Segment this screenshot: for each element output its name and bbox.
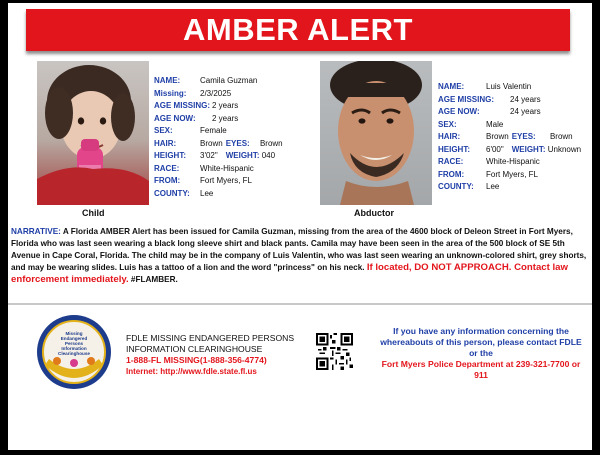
child-age-missing-row: AGE MISSING: 2 years (154, 101, 239, 110)
banner-title: AMBER ALERT (183, 12, 413, 47)
abductor-name-row: NAME: Luis Valentin (438, 82, 532, 91)
qr-code (316, 333, 353, 370)
abductor-info (438, 81, 581, 194)
seal-text-2: Endangered (60, 336, 88, 341)
abductor-race-row: RACE: White-Hispanic (438, 157, 540, 166)
alert-banner (26, 9, 570, 51)
abductor-height-weight-row: HEIGHT: 6'00" WEIGHT: Unknown (438, 144, 582, 154)
warning-text: If located, DO NOT APPROACH. Contact law enforcement immediately. (11, 262, 568, 285)
child-sex-row: SEX: Female (154, 126, 227, 135)
child-photo (37, 61, 149, 205)
contact-agency: Fort Myers Police Department at 239-321-7700 or 911 (381, 359, 581, 380)
seal-text-5: Clearinghouse (58, 351, 90, 356)
clearinghouse-seal (35, 313, 113, 391)
child-caption: Child (82, 208, 105, 218)
contact-or: or the (469, 348, 493, 358)
contact-info (376, 326, 586, 381)
child-age-now-row: AGE NOW: 2 years (154, 113, 239, 123)
child-from-row: FROM: Fort Myers, FL (154, 176, 253, 185)
child-race-row: RACE: White-Hispanic (154, 163, 254, 173)
abductor-sex-row: SEX: Male (438, 119, 504, 129)
hashtag: #FLAMBER. (128, 275, 178, 284)
child-height-weight-row: HEIGHT: 3'02" WEIGHT: 040 (154, 151, 276, 160)
abductor-age-missing-row: AGE MISSING: 24 years (438, 94, 541, 104)
seal-text-1: Missing (65, 331, 83, 336)
child-photo-illustration (37, 61, 149, 205)
narrative-label: NARRATIVE: (11, 227, 61, 236)
abductor-from-row: FROM: Fort Myers, FL (438, 169, 539, 179)
child-missing-row: Missing: 2/3/2025 (154, 88, 232, 98)
clearinghouse-line2: INFORMATION CLEARINGHOUSE (126, 344, 263, 354)
abductor-caption: Abductor (354, 208, 394, 218)
contact-line: If you have any information concerning the whereabouts of this person, please contact FDLE (380, 326, 582, 347)
clearinghouse-phone: 1-888-FL MISSING(1-888-356-4774) (126, 355, 267, 365)
narrative (11, 226, 589, 286)
clearinghouse-info (126, 333, 294, 377)
footer-divider (8, 303, 592, 305)
abductor-hair-eyes-row: HAIR: Brown EYES: Brown (438, 132, 573, 141)
child-hair-eyes-row: HAIR: Brown EYES: Brown (154, 138, 283, 148)
abductor-photo-illustration (320, 61, 432, 205)
amber-alert-poster (8, 3, 592, 450)
abductor-county-row: COUNTY: Lee (438, 182, 500, 191)
narrative-text: A Florida AMBER Alert has been issued for Camila Guzman, missing from the area of the 4600 block of Deleon Street in Fort Myers, Florida who was last seen wearing a black long sleeve shirt and black pants. Camila may have been seen in the area of the 500 block of SE 5th Avenue in Cape Coral, Florida. The child may be in the company of Luis Valentin, who was last seen wearing an unknown-colored shirt, grey shorts, and may be wearing slides. Luis has a tattoo of a lion and the word "princess" on his neck. (11, 227, 587, 272)
clearinghouse-website[interactable]: Internet: http://www.fdle.state.fl.us (126, 367, 257, 376)
abductor-photo (320, 61, 432, 205)
clearinghouse-line1: FDLE MISSING ENDANGERED PERSONS (126, 333, 295, 343)
child-info (154, 75, 283, 200)
seal-text-3: Persons (64, 341, 84, 346)
child-name-row: NAME: Camila Guzman (154, 76, 258, 85)
child-county-row: COUNTY: Lee (154, 188, 214, 198)
seal-text-4: Information (61, 346, 87, 351)
abductor-age-now-row: AGE NOW: 24 years (438, 107, 541, 116)
